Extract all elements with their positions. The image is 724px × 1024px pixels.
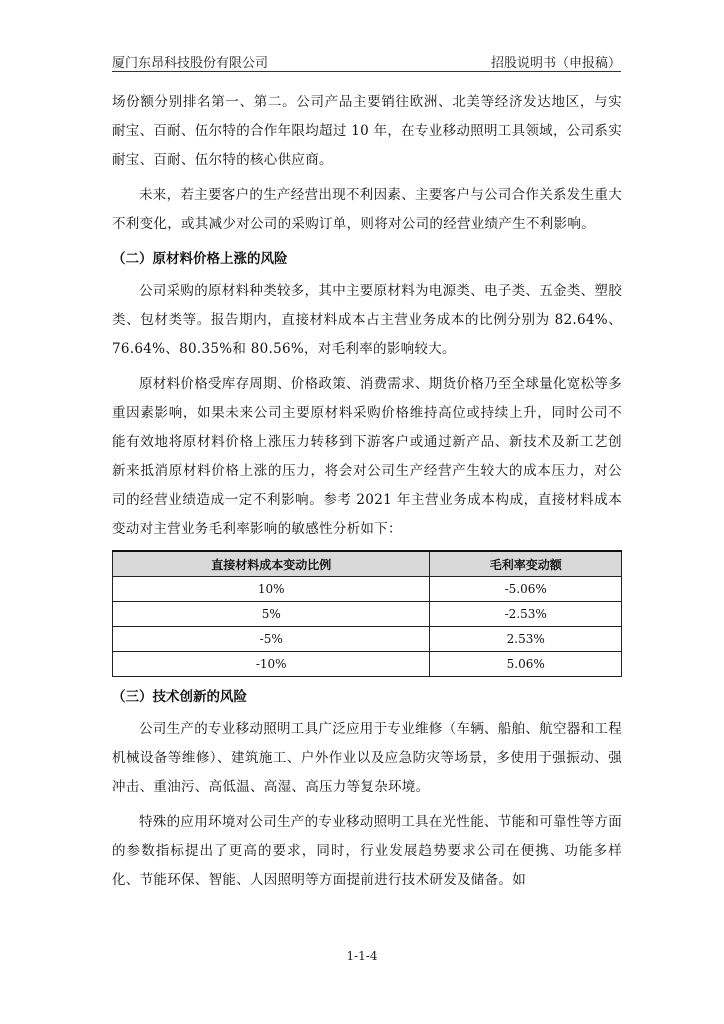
paragraph-raw-material-price: 原材料价格受库存周期、价格政策、消费需求、期货价格乃至全球量化宽松等多重因素影响，如果未来公司主要原材料采购价格维持高位或持续上升，同时公司不能有效地将原材料价格上涨压力转移到下游客户或通过新产品、新技术及新工艺创新来抵消原材料价格上涨的压力，将会对公司生产经营产生较大的成本压力，对公司的经营业绩造成一定不利影响。参考 2021 年主营业务成本构成，直接材料成本变动对主营业务毛利率影响的敏感性分析如下： xyxy=(112,376,622,537)
table-cell: 5.06% xyxy=(430,652,622,677)
paragraph-customer-risk: 未来，若主要客户的生产经营出现不利因素、主要客户与公司合作关系发生重大不利变化，或其减少对公司的采购订单，则将对公司的经营业绩产生不利影响。 xyxy=(112,187,622,232)
table-row xyxy=(113,627,622,652)
table-cell: -10% xyxy=(113,652,430,677)
table-header-cost-change: 直接材料成本变动比例 xyxy=(113,551,430,577)
page-number: 1-1-4 xyxy=(346,949,378,963)
table-row xyxy=(113,652,622,677)
table-row xyxy=(113,602,622,627)
table-cell: -2.53% xyxy=(430,602,622,627)
header-divider xyxy=(112,71,621,72)
section-heading-tech-innovation-risk: （三）技术创新的风险 xyxy=(112,689,247,705)
table-header-margin-change: 毛利率变动额 xyxy=(430,551,622,577)
paragraph-customers-continued: 场份额分别排名第一、第二。公司产品主要销往欧洲、北美等经济发达地区，与实耐宝、百耐、伍尔特的合作年限均超过 10 年，在专业移动照明工具领域，公司系实耐宝、百耐、伍尔特的核心供应商。 xyxy=(112,94,622,168)
section-heading-raw-material-risk: （二）原材料价格上涨的风险 xyxy=(112,251,288,267)
table-cell: -5.06% xyxy=(430,577,622,602)
table-cell: -5% xyxy=(113,627,430,652)
paragraph-raw-material-types: 公司采购的原材料种类较多，其中主要原材料为电源类、电子类、五金类、塑胶类、包材类等。报告期内，直接材料成本占主营业务成本的比例分别为 82.64%、76.64%、80.35%和 80.56%，对毛利率的影响较大。 xyxy=(112,283,622,357)
page-body xyxy=(112,88,622,895)
table-cell: 10% xyxy=(113,577,430,602)
table-row xyxy=(113,577,622,602)
sensitivity-table xyxy=(112,550,622,677)
company-name: 厦门东昂科技股份有限公司 xyxy=(112,56,269,71)
page-header xyxy=(112,50,621,72)
table-cell: 5% xyxy=(113,602,430,627)
paragraph-application-scenarios: 公司生产的专业移动照明工具广泛应用于专业维修（车辆、船舶、航空器和工程机械设备等维修）、建筑施工、户外作业以及应急防灾等场景，多使用于强振动、强冲击、重油污、高低温、高湿、高压力等复杂环境。 xyxy=(112,721,622,795)
table-header-row xyxy=(113,551,622,577)
document-title: 招股说明书（申报稿） xyxy=(490,56,621,71)
table-cell: 2.53% xyxy=(430,627,622,652)
paragraph-special-environment: 特殊的应用环境对公司生产的专业移动照明工具在光性能、节能和可靠性等方面的参数指标提出了更高的要求，同时，行业发展趋势要求公司在便携、功能多样化、节能环保、智能、人因照明等方面提前进行技术研发及储备。如 xyxy=(112,814,622,888)
